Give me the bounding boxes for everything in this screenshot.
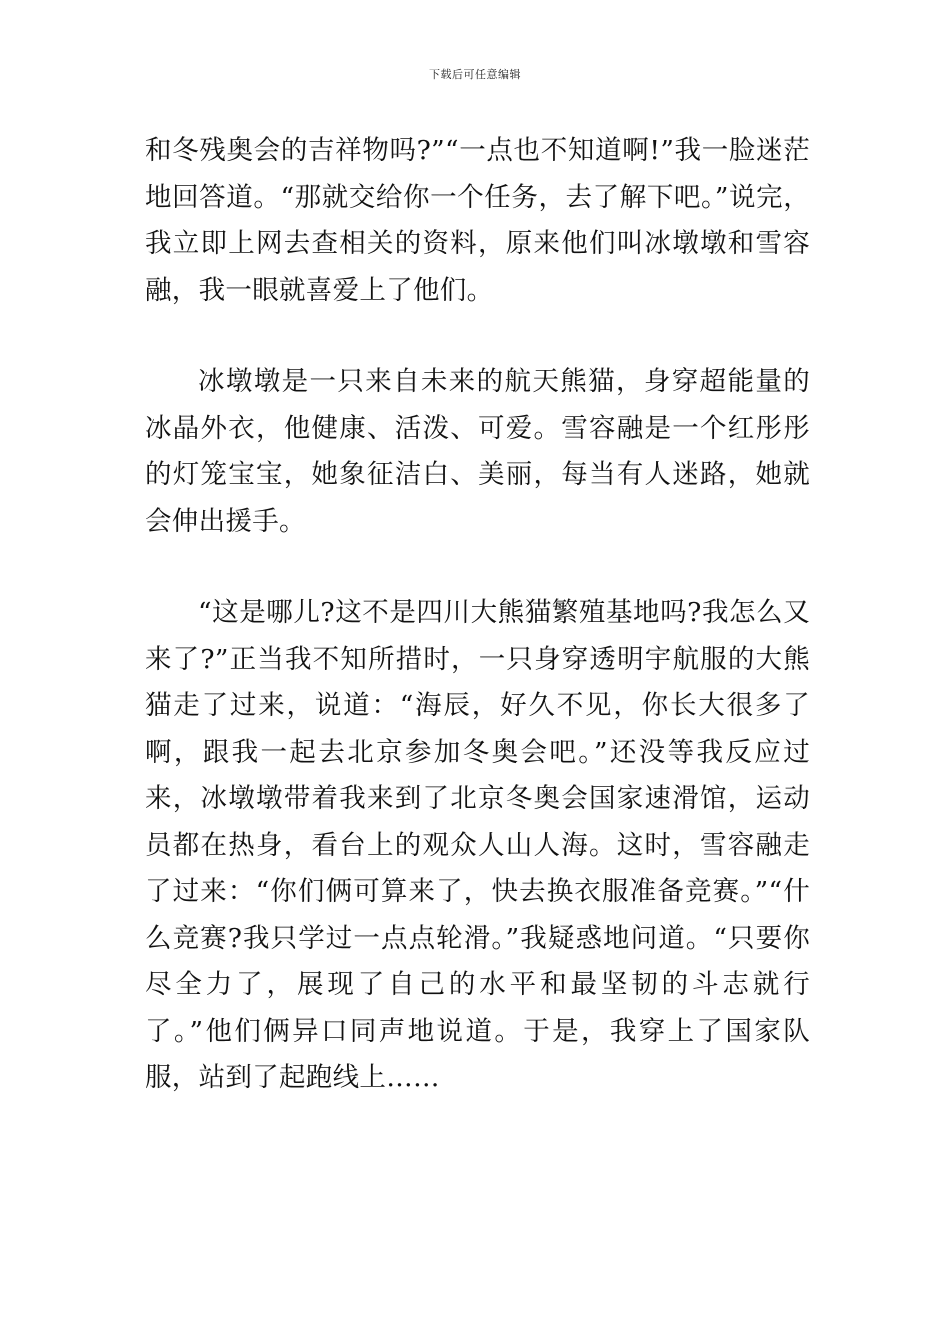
page-header: 下载后可任意编辑 — [429, 68, 521, 81]
document-body — [145, 128, 810, 1102]
paragraph-1: 和冬残奥会的吉祥物吗?”“一点也不知道啊!”我一脸迷茫地回答道。“那就交给你一个任务，去了解下吧。”说完，我立即上网去查相关的资料，原来他们叫冰墩墩和雪容融，我一眼就喜爱上了他们。 — [145, 135, 810, 306]
paragraph-3: “这是哪儿?这不是四川大熊猫繁殖基地吗?我怎么又来了?”正当我不知所措时，一只身穿透明宇航服的大熊猫走了过来，说道：“海辰，好久不见，你长大很多了啊，跟我一起去北京参加冬奥会吧。”还没等我反应过来，冰墩墩带着我来到了北京冬奥会国家速滑馆，运动员都在热身，看台上的观众人山人海。这时，雪容融走了过来：“你们俩可算来了，快去换衣服准备竞赛。”“什么竞赛?我只学过一点点轮滑。”我疑惑地问道。“只要你尽全力了，展现了自己的水平和最坚韧的斗志就行了。”他们俩异口同声地说道。于是，我穿上了国家队服，站到了起跑线上…… — [145, 597, 810, 1093]
paragraph-2: 冰墩墩是一只来自未来的航天熊猫，身穿超能量的冰晶外衣，他健康、活泼、可爱。雪容融是一个红彤彤的灯笼宝宝，她象征洁白、美丽，每当有人迷路，她就会伸出援手。 — [145, 366, 810, 537]
